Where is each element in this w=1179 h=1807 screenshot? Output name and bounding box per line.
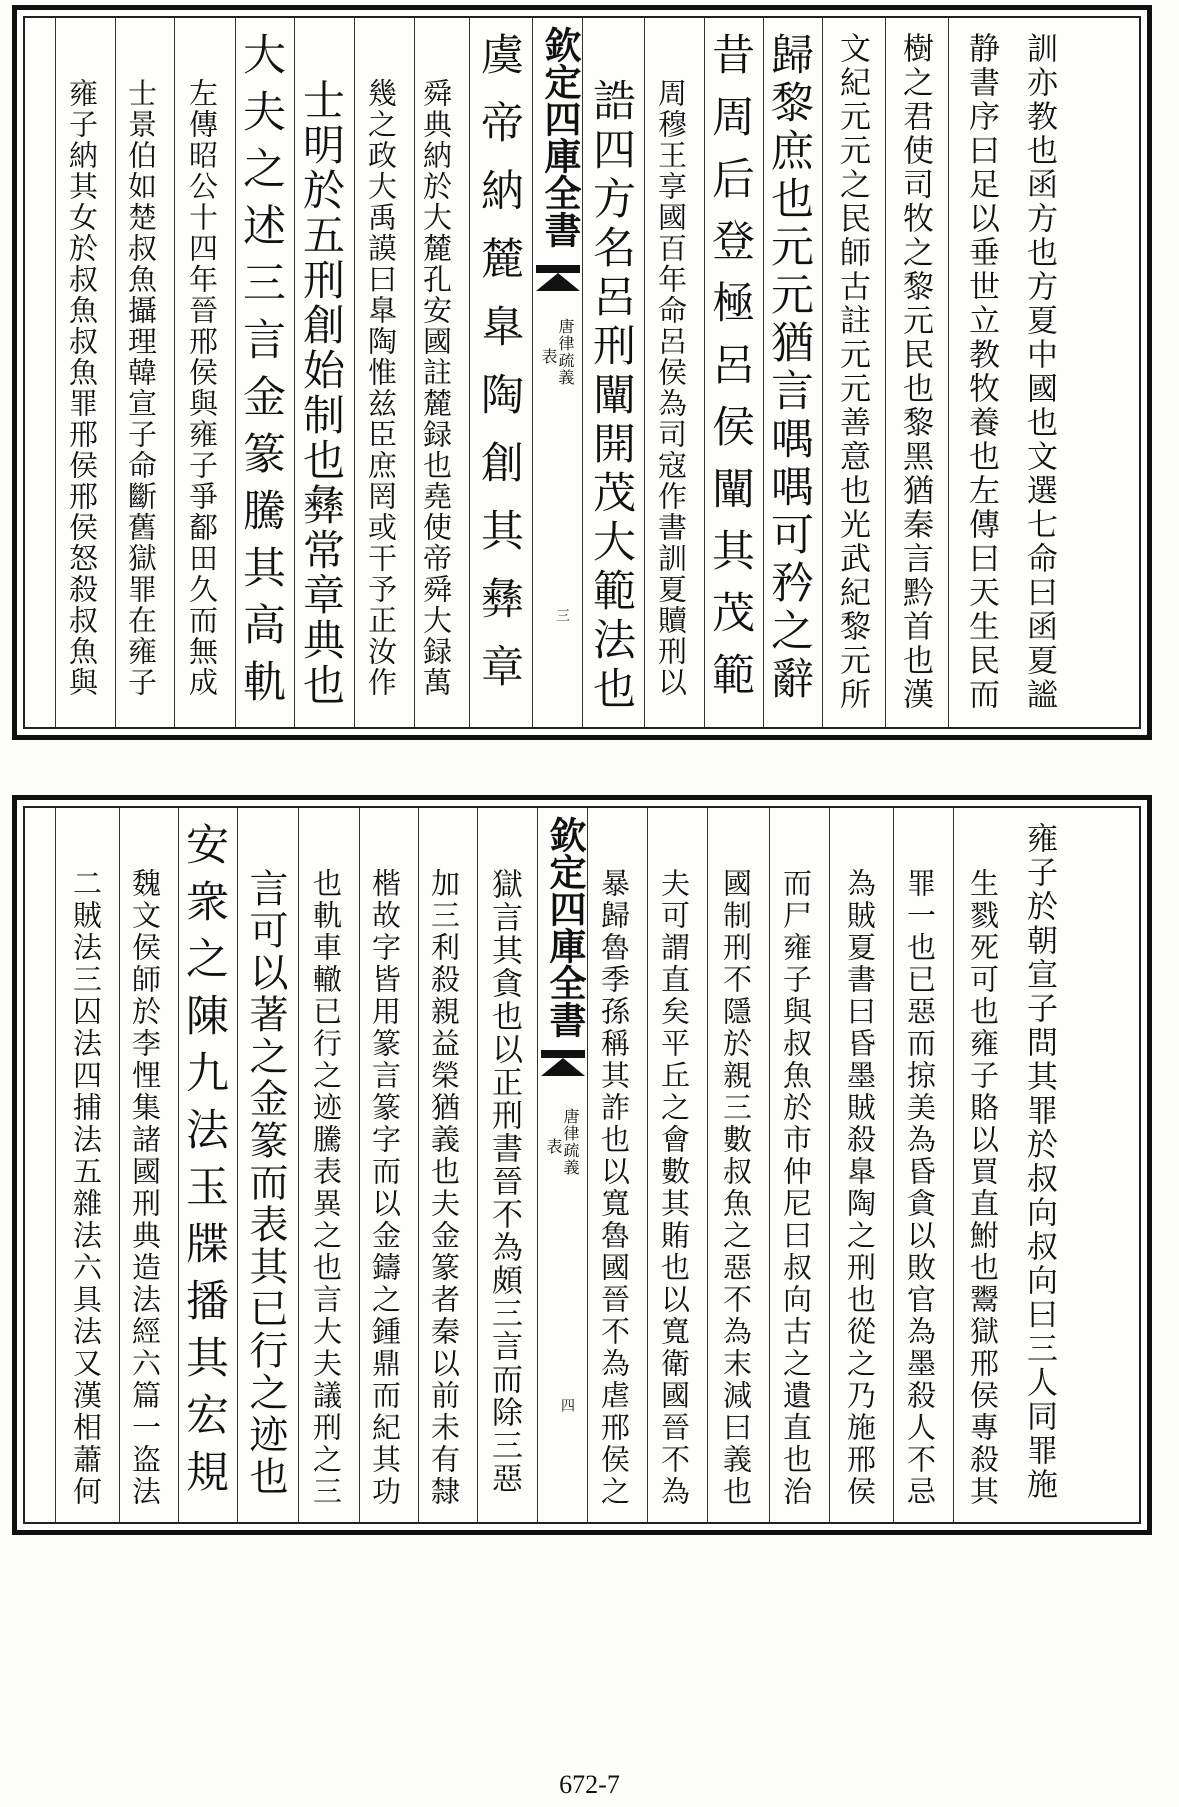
column-text: 舜典納於大麓孔安國註麓録也堯使帝舜大録萬: [419, 78, 453, 698]
column-text: 而尸雍子與叔魚於市仲尼曰叔向古之遺直也治: [779, 868, 813, 1508]
column-text: 暴歸魯季孫稱其詐也以寬魯國晉不為虐邢侯之: [597, 868, 631, 1508]
text-column: [178, 808, 237, 1522]
column-text: 獄言其貪也以正刑書晉不為頗三言而除三惡: [486, 868, 522, 1495]
column-text: 左傳昭公十四年晉邢侯與雍子爭鄐田久而無成: [185, 78, 219, 698]
column-text: 罪一也已惡而掠美為昏貪以敗官為墨殺人不忌: [903, 868, 937, 1508]
column-text: 二賊法三囚法四捕法五雜法六具法又漢相蕭何: [69, 868, 103, 1508]
center-fold-column: [532, 18, 582, 727]
lower-page-frame: [23, 806, 1141, 1524]
text-column: [115, 18, 174, 727]
column-text: 楷故字皆用篆言篆字而以金鑄之鍾鼎而紀其功: [368, 868, 402, 1508]
text-column: [948, 18, 1014, 727]
lower-page: [12, 795, 1152, 1535]
text-column: [885, 18, 948, 727]
column-text: 虞帝納麓臯陶創其彝章: [474, 32, 524, 712]
text-column: [235, 18, 294, 727]
column-text: 魏文侯師於李悝集諸國刑典造法經六篇一盗法: [128, 868, 162, 1508]
column-text: 夫可謂直矣平丘之會數其賄也以寬衛國晉不為: [657, 868, 691, 1508]
fishtail-mark-icon: [541, 1050, 585, 1058]
center-fold-column: [537, 808, 587, 1522]
book-subtitle: 唐律疏義: [561, 1108, 580, 1176]
text-column: [469, 18, 532, 727]
text-column: [174, 18, 235, 727]
book-section: 表: [544, 1138, 563, 1155]
book-title: 欽定四庫全書: [538, 26, 582, 248]
column-text: 也軌車轍已行之迹騰表異之也言大夫議刑之三: [309, 868, 343, 1508]
text-column: [582, 18, 644, 727]
book-subtitle: 唐律疏義: [556, 318, 575, 386]
column-text: 士景伯如楚叔魚攝理韓宣子命斷舊獄罪在雍子: [124, 78, 158, 698]
column-text: 國制刑不隱於親三數叔魚之惡不為末減曰義也: [719, 868, 753, 1508]
column-text: 生戮死可也雍子賂以買直鮒也鬻獄邢侯專殺其: [966, 868, 1000, 1508]
leaf-page-number: 四: [559, 1398, 575, 1412]
text-column: [359, 808, 418, 1522]
text-column: [1016, 18, 1072, 727]
text-column: [294, 18, 354, 727]
fishtail-notch-icon: [541, 1058, 585, 1076]
book-section: 表: [539, 348, 558, 365]
leaf-page-number: 三: [554, 608, 570, 622]
column-text: 安衆之陳九法玉牒播其宏規: [179, 822, 229, 1506]
upper-page-frame: [23, 16, 1141, 729]
column-text: 士明於五刑創始制也彝常章典也: [297, 78, 346, 708]
fishtail-notch-icon: [536, 273, 580, 291]
text-column: [953, 808, 1016, 1522]
column-text: 雍子於朝宣子問其罪於叔向叔向曰三人同罪施: [1021, 822, 1057, 1502]
text-column: [298, 808, 359, 1522]
column-text: 雍子納其女於叔魚叔魚罪邢侯邢侯怒殺叔魚與: [65, 78, 99, 698]
fishtail-mark-icon: [536, 265, 580, 273]
column-text: 昔周后登極呂侯闡其茂範: [705, 32, 755, 714]
text-column: [55, 808, 119, 1522]
text-column: [477, 808, 537, 1522]
book-title: 欽定四庫全書: [543, 816, 587, 1038]
column-text: 静書序曰足以垂世立教牧養也左傳曰天生民而: [963, 32, 999, 712]
text-column: [644, 18, 704, 727]
text-column: [707, 808, 769, 1522]
upper-page-columns: [25, 18, 1139, 727]
text-column: [418, 808, 477, 1522]
column-text: 幾之政大禹謨曰臯陶惟兹臣庶罔或干予正汝作: [364, 78, 398, 698]
lower-page-columns: [25, 808, 1139, 1522]
column-text: 言可以著之金篆而表其已行之迹也: [243, 868, 288, 1498]
text-column: [769, 808, 829, 1522]
text-column: [119, 808, 178, 1522]
column-text: 周穆王享國百年命呂侯為司寇作書訓夏贖刑以: [654, 78, 688, 698]
column-text: 為賊夏書曰昏墨賊殺臯陶之刑也從之乃施邢侯: [843, 868, 877, 1508]
text-column: [414, 18, 469, 727]
upper-page: [12, 5, 1152, 740]
column-text: 訓亦教也函方也方夏中國也文選七命曰函夏謐: [1021, 32, 1057, 712]
page-footer-number: 672-7: [559, 1770, 620, 1799]
column-text: 文紀元元之民師古註元元善意也光武紀黎元所: [834, 32, 870, 712]
text-column: [893, 808, 953, 1522]
text-column: [822, 18, 885, 727]
text-column: [587, 808, 647, 1522]
column-text: 大夫之述三言金篆騰其高軌: [236, 32, 286, 716]
text-column: [237, 808, 298, 1522]
column-text: 樹之君使司牧之黎元民也黎黑猶秦言黔首也漢: [897, 32, 933, 712]
text-column: [829, 808, 893, 1522]
text-column: [763, 18, 822, 727]
column-text: 加三利殺親益榮猶義也夫金篆者秦以前未有隸: [427, 868, 461, 1508]
text-column: [354, 18, 414, 727]
column-text: 歸黎庶也元元猶言喁喁可矜之辭: [764, 32, 814, 704]
text-column: [1016, 808, 1072, 1522]
text-column: [647, 808, 707, 1522]
column-text: 誥四方名呂刑闡開茂大範法也: [586, 78, 636, 715]
text-column: [55, 18, 115, 727]
text-column: [704, 18, 763, 727]
